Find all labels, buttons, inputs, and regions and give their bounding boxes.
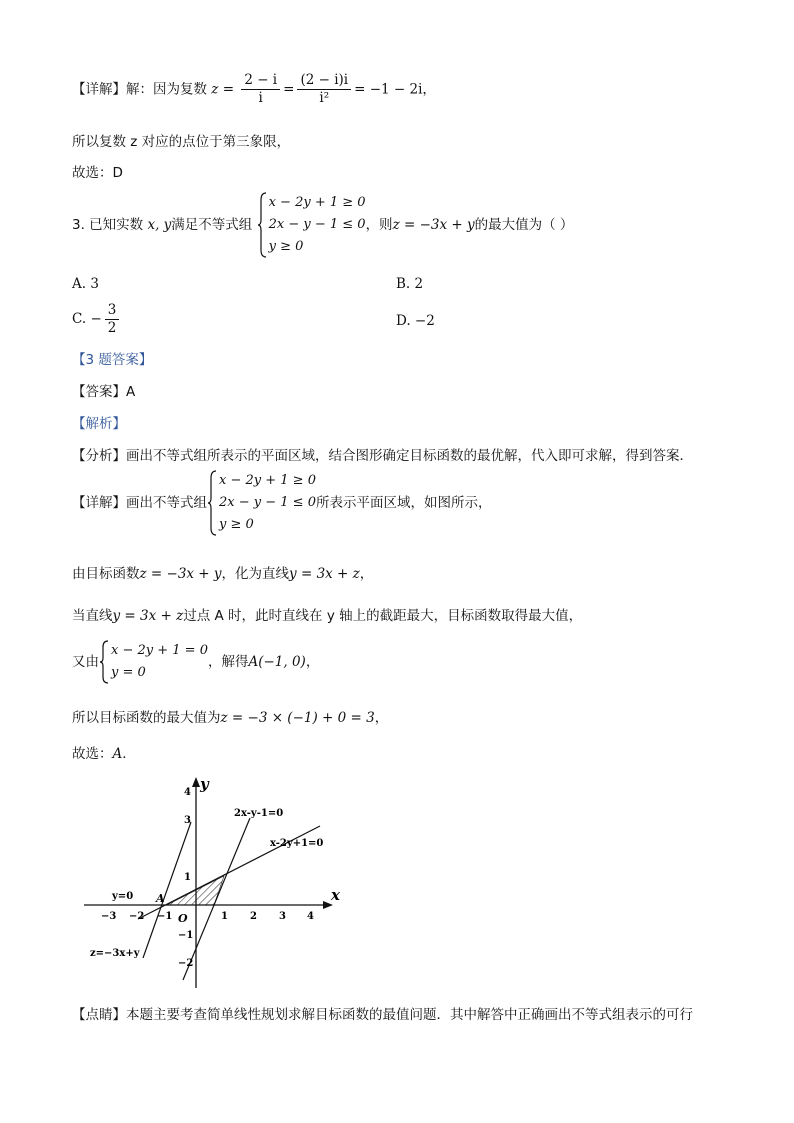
y-tick-label: 3 [184,815,191,826]
system-row: 2x − y − 1 ≤ 0 [219,495,316,510]
line-2x-y-1-label: 2x-y-1=0 [234,808,284,819]
line-a-mid: ，化为直线 [221,566,290,582]
option-b: B. 2 [396,276,424,292]
system-row: y = 0 [111,665,146,680]
line-a-z: z = −3x + y [139,566,222,582]
detail-result: = −1 − 2i [354,81,423,98]
objective-label: z=−3x+y [90,948,140,959]
analysis-heading: 【解析】 [72,416,126,432]
x-tick-label: −3 [101,911,117,922]
detail-line [72,470,491,536]
y-zero-label: y=0 [112,891,134,902]
detail-system [207,470,316,536]
detail-tag: 【详解】 [72,81,126,98]
question-mid: 满足不等式组 [171,217,253,233]
equals-sign: = [283,81,295,98]
line-c-end: ， [305,654,320,670]
solve-line [72,640,319,684]
x-tick-label: −2 [129,911,145,922]
fraction-1-denominator: i [258,90,263,106]
fraction-2-denominator: i² [319,90,330,106]
x-tick-label: 4 [307,911,314,922]
option-a: A. 3 [72,276,99,292]
z-eq: z = [211,81,235,98]
option-d: D. −2 [396,313,435,329]
system-row: x − 2y + 1 = 0 [111,643,208,658]
line-b-pre: 当直线 [72,608,113,624]
x-tick-label: 3 [279,911,286,922]
fraction-2 [297,72,351,107]
line-c-pre: 又由 [72,654,99,670]
prev-line-2: 所以复数 z 对应的点位于第三象限， [72,134,291,150]
objective-line [72,562,373,582]
x-tick-label: −1 [157,911,173,922]
y-tick-label: −1 [178,930,194,941]
line-e-end: ． [122,746,136,762]
system-row: x − 2y + 1 ≥ 0 [219,473,316,488]
y-tick-label: 1 [184,872,191,883]
system-row: 2x − y − 1 ≤ 0 [268,217,366,232]
line-b-y: y = 3x + z [112,608,184,624]
point-a: A(−1, 0) [248,654,306,670]
y-tick-label: 4 [184,787,191,798]
prev-line-3: 故选：D [72,165,123,181]
origin-label: O [178,912,188,925]
detail-comma: ， [422,81,436,98]
feasible-region-graph [80,768,360,998]
brace-icon [99,640,109,684]
line-a-y: y = 3x + z [289,566,360,582]
line-x-2y-1-label: x-2y+1=0 [270,838,324,849]
line-a-pre: 由目标函数 [72,566,140,582]
prev-detail-line [72,72,436,107]
x-axis-label: x [331,886,340,904]
max-line [72,604,582,624]
question-then: ，则 [365,217,393,233]
question-number: 3. 已知实数 [72,217,144,233]
x-tick-label: 2 [250,911,257,922]
line-d-pre: 所以目标函数的最大值为 [72,710,221,726]
fraction-1 [241,72,280,107]
option-c-denominator: 2 [107,320,117,336]
comment-line: 【点睛】本题主要考查简单线性规划求解目标函数的最值问题．其中解答中正确画出不等式组表示的可行 [72,1007,693,1023]
fraction-1-numerator: 2 − i [241,72,280,90]
y-axis-label: y [200,775,209,793]
objective-function: z = −3x + y [392,217,475,233]
question-ask: 的最大值为（ ） [474,217,574,233]
line-e-pre: 故选： [72,746,113,762]
analysis-text: 【分析】画出不等式组所表示的平面区域，结合图形确定目标函数的最优解，代入即可求解，得到答案． [72,448,693,464]
system-row: y ≥ 0 [219,517,254,532]
inequality-system [257,192,366,258]
option-c-label: C. [72,311,87,327]
line-d-end: ， [374,710,389,726]
option-c [72,302,122,337]
line-b-post: 过点 A 时，此时直线在 y 轴上的截距最大，目标函数取得最大值， [183,608,583,624]
detail-post: 所表示平面区域，如图所示， [315,495,492,511]
detail-prefix: 解：因为复数 [126,81,207,98]
final-choice [72,742,136,762]
result-expression: z = −3 × (−1) + 0 = 3 [220,710,375,726]
brace-icon [207,470,217,536]
detail-pre: 【详解】画出不等式组 [72,495,207,511]
option-c-numerator: 3 [105,302,120,320]
answer-heading: 【3 题答案】 [72,352,153,368]
fraction-2-numerator: (2 − i)i [297,72,351,90]
line-e-ans: A [112,746,123,762]
result-line [72,706,388,726]
line-a-end: ， [359,566,374,582]
question-3 [72,192,573,258]
system-row: x − 2y + 1 ≥ 0 [268,195,366,210]
y-axis-arrow [192,777,200,787]
x-tick-label: 1 [221,911,228,922]
option-c-fraction [105,302,120,337]
line-c-mid: ，解得 [207,654,249,670]
solve-system [99,640,208,684]
question-vars: x, y [147,217,172,233]
point-a-label: A [156,892,165,905]
y-tick-label: −2 [178,958,194,969]
system-row: y ≥ 0 [268,239,304,254]
brace-icon [257,192,267,258]
option-c-minus: − [90,311,102,327]
answer-line: 【答案】A [72,384,136,400]
